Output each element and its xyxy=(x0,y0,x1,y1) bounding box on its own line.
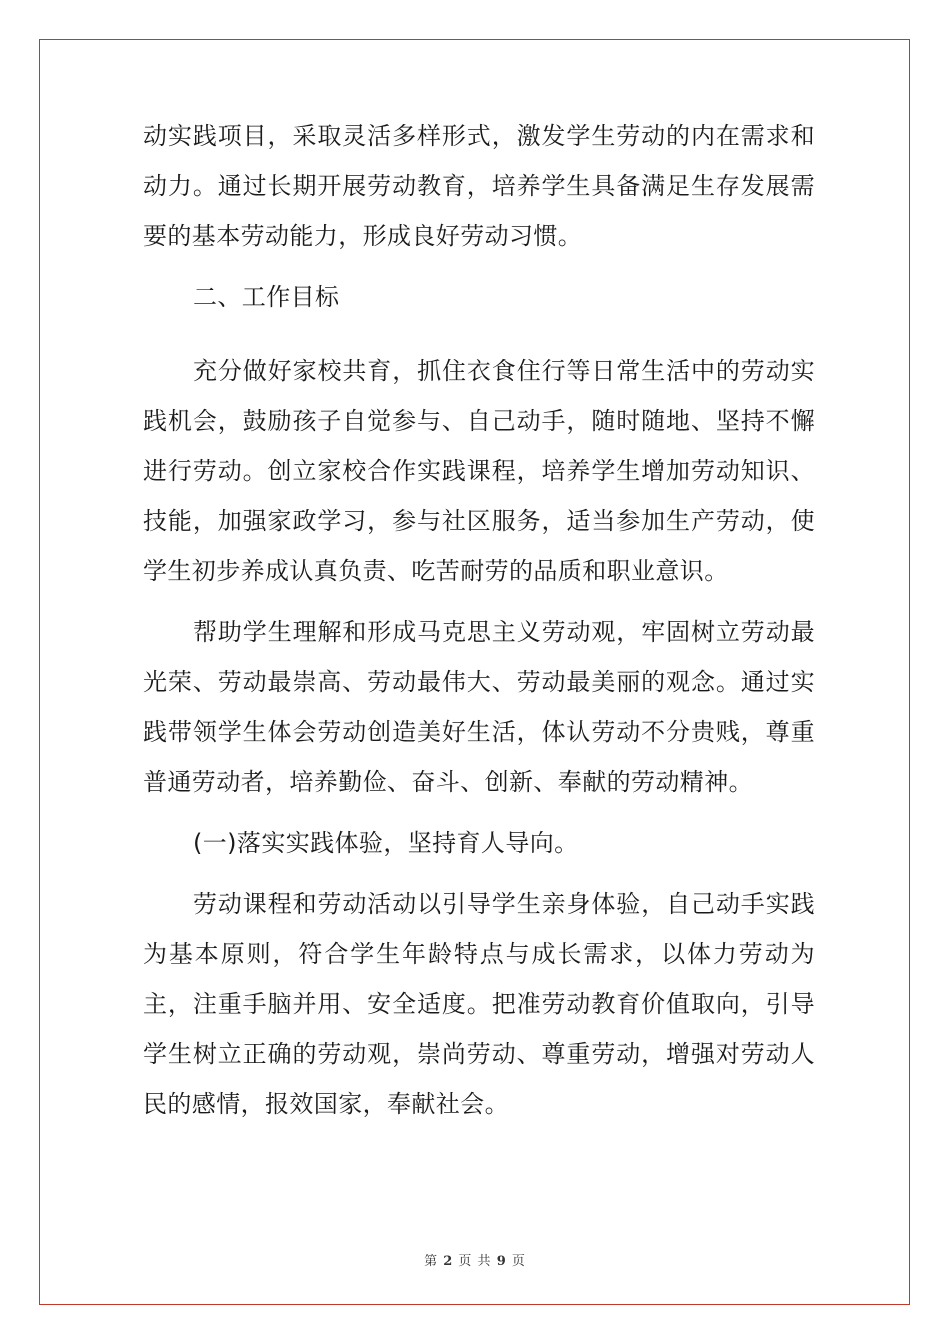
subheading-practice-experience: (一)落实实践体验，坚持育人导向。 xyxy=(193,829,579,857)
footer-total-pages: 9 xyxy=(496,1254,507,1269)
section-heading-work-goals: 二、工作目标 xyxy=(193,283,340,311)
footer-current-page: 2 xyxy=(443,1254,454,1269)
footer-middle: 页 共 xyxy=(458,1254,492,1269)
paragraph-labor-view: 帮助学生理解和形成马克思主义劳动观，牢固树立劳动最光荣、劳动最崇高、劳动最伟大、劳动最美丽的观念。通过实践带领学生体会劳动创造美好生活，体认劳动不分贵贱，尊重普通劳动者，培养勤俭、奋斗、创新、奉献的劳动精神。 xyxy=(143,618,815,796)
footer-prefix: 第 xyxy=(424,1254,439,1269)
page-footer xyxy=(0,1250,950,1269)
paragraph-labor-courses: 劳动课程和劳动活动以引导学生亲身体验，自己动手实践为基本原则，符合学生年龄特点与成长需求，以体力劳动为主，注重手脑并用、安全适度。把准劳动教育价值取向，引导学生树立正确的劳动观，崇尚劳动、尊重劳动，增强对劳动人民的感情，报效国家，奉献社会。 xyxy=(143,890,815,1118)
paragraph-continuation: 动实践项目，采取灵活多样形式，激发学生劳动的内在需求和动力。通过长期开展劳动教育，培养学生具备满足生存发展需要的基本劳动能力，形成良好劳动习惯。 xyxy=(143,122,815,250)
footer-suffix: 页 xyxy=(511,1254,526,1269)
paragraph-home-school: 充分做好家校共育，抓住衣食住行等日常生活中的劳动实践机会，鼓励孩子自觉参与、自己动手，随时随地、坚持不懈进行劳动。创立家校合作实践课程，培养学生增加劳动知识、技能，加强家政学习，参与社区服务，适当参加生产劳动，使学生初步养成认真负责、吃苦耐劳的品质和职业意识。 xyxy=(143,357,815,585)
document-body xyxy=(143,111,815,1129)
